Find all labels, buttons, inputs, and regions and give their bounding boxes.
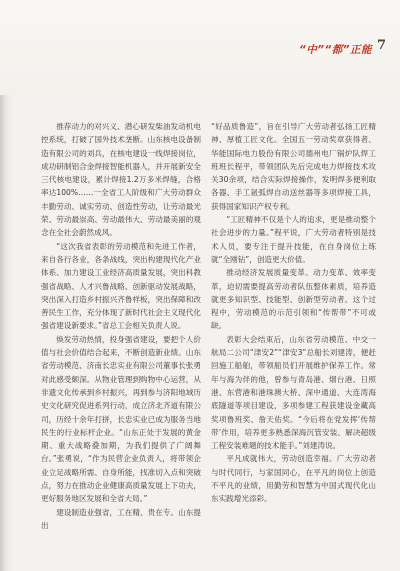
page-number: 7 [377,38,387,53]
article-column-left [41,120,201,532]
paragraph: 建设制造业强省，工在精、贵在专。山东提出 [41,507,201,530]
article-column-right [211,120,376,506]
paragraph: “这次我省表彰的劳动模范和先进工作者，来自各行各业，各条战线，突出构建现代化产业体系、加力建设工业经济高质量发展，突出科教强省战略、人才兴鲁战略、创新驱动发展战略，突出深入打造乡村振兴齐鲁样板，突出保障和改善民生工作，充分体现了新时代社会主义现代化强省建设新要求。”省总工会相关负责人说。 [41,241,201,331]
paragraph: 平凡成就伟大，劳动创造幸福。广大劳动者与时代同行，与家国同心，在平凡的岗位上创造不平凡的业绩，用勤劳和智慧为中国式现代化山东实践增光添彩。 [211,454,376,504]
paragraph: 推荐动力的对兴义、潜心研发柴油发动机电控系统，打破了国外技术垄断。山东核电设备制造有限公司的刘兵，在核电建设一线焊接岗位，成功研制铝合金焊接智能机器人，并开展新安全三代核电建设，累计焊接1.2万多米焊缝，合格率达100%……一全省工人阶级和广大劳动群众丰勤劳动、诚实劳动、创造性劳动，让劳动最光荣、劳动最崇高、劳动最伟大、劳动最美丽的观念在全社会蔚然成风。 [41,122,201,238]
paragraph: “工匠精神不仅是个人的追求，更是推动整个社会进步的力量。”程平说，广大劳动者特别是技术人员，要专注于提升技能，在自身岗位上练就“全刚钻”，创造更大价值。 [211,215,376,264]
header-logo: “中”“都”正能 [299,44,373,56]
paragraph: 推动经济发展质量变革、动力变革、效率变革，迫切需要提高劳动者队伍整体素质，培养造就更多知识型、技能型、创新型劳动者。这个过程中，劳动模范的示范引领和“传帮带”不可或缺。 [211,268,376,331]
paragraph: 表彰大会结束后，山东省劳动模范、中交一航局二公司“津安2”“津安3”总船长刘建涛，便赶回施工船舶，带领船员们开展维护保养工作。常年与海为伴的他，曾参与青岛港、烟台港、日照港、东营港和港珠澳大桥、深中通道、大连湾海底隧道等项目建设，多项参建工程获建设金藏高奖项鲁班奖、詹天佑奖。“今后将在党发挥‘传帮带’作用，培养更多熟悉深海沉管安装、解决超级工程安装难题的技术能手。”刘建涛说。 [211,334,376,451]
paragraph: 焕发劳动热情，投身强省建设，要把个人价值与社会价值结合起来，不断创造新业绩。山东省劳动模范、济南长忠实业有限公司董事长张勇对此感受颇深。从物业管理到购物中心运营，从非遗文化传承到乡村振兴，再到参与济阳地域历史文化研究促进系列行动，成立济北齐道有限公司，历经十余年打拼，长忠实业已成为服务当地民生的行业标杆企业。“山东正处于发展的黄金期、重大战略叠加期，为我们提供了广阔舞台。”张勇说，“作为民营企业负责人，将带领企业立足战略所需、自身所能，找准切入点和突破点，努力在推动企业健康高质量发展上下功夫，更好服务地区发展和全省大局。” [41,334,201,504]
paragraph: “好品质鲁造”，旨在引导广大劳动者弘扬工匠精神、厚植工匠文化。全国五一劳动奖章获得者、华能国际电力股份有限公司德州电厂锅炉队焊工班班长程平，带领团队先后完成电力焊接技术攻关30余项，结合实际焊接操作，发明焊多便利取各器、手工氩弧焊自动送丝器等多项焊接工具，获得国家知识产权专利。 [211,122,376,211]
